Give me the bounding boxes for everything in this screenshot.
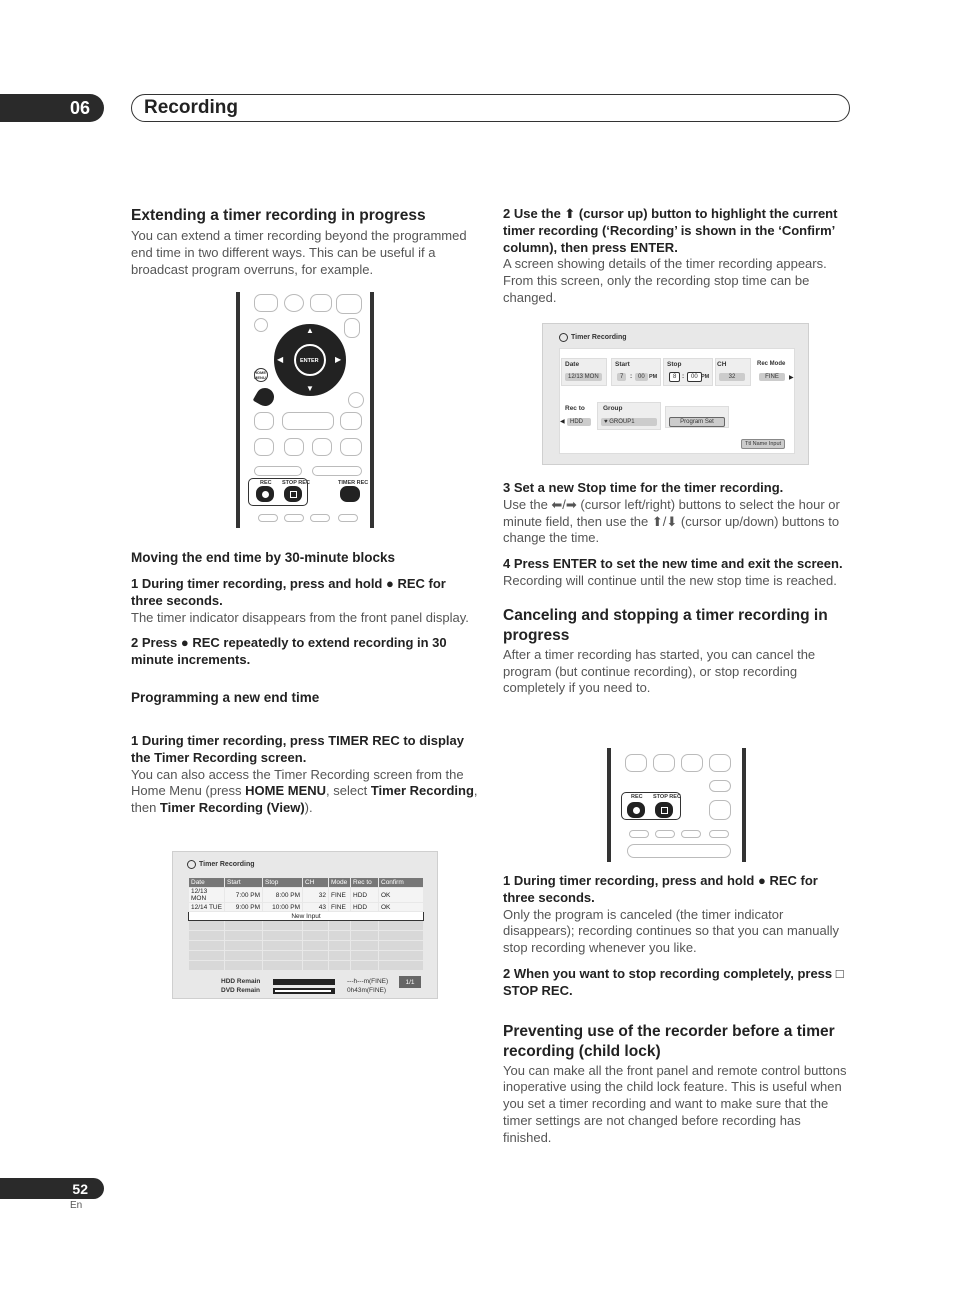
left-arrow-icon: ◀ (560, 419, 565, 425)
rec-dot-icon (633, 807, 640, 814)
section-title-extending: Extending a timer recording in progress (131, 207, 426, 224)
remote-button (709, 754, 731, 772)
remote-button (282, 412, 334, 430)
remote-button (258, 514, 278, 522)
enter-label: ENTER (300, 358, 319, 364)
group-label: Group (603, 405, 623, 412)
date-label: Date (565, 361, 580, 368)
subsection-title-new-end: Programming a new end time (131, 689, 320, 705)
rec-button (627, 802, 645, 818)
screen-title: Timer Recording (559, 333, 627, 342)
step-body: A screen showing details of the timer recording appears. From this screen, only the recording stop time can be changed. (503, 256, 827, 305)
remote-button (340, 438, 362, 456)
table-header-row: Date Start Stop CH Mode Rec to Confirm (189, 878, 424, 888)
empty-row (189, 931, 424, 941)
remote-button (709, 830, 729, 838)
step-text: 3 Set a new Stop time for the timer recording. (503, 480, 784, 495)
remote-button (681, 754, 703, 772)
remote-button (681, 830, 701, 838)
section-body-canceling: After a timer recording has started, you can cancel the program (but continue recording), or stop recording completely if you need to. (503, 646, 816, 696)
ch-label: CH (717, 361, 727, 368)
remote-button (254, 412, 274, 430)
timer-recording-detail-screen: Timer Recording Date 12/13 MON Start 7 : 00 PM Stop 8 : 00 PM CH 32 Rec Mode FINE ▶ Rec to ◀ HDD Group ♥ GROUP1 Program Set Ttl Name Input (542, 323, 809, 465)
remote-button (254, 318, 268, 332)
rec-mode-value: FINE (759, 373, 785, 381)
remote-button (336, 294, 362, 314)
rec-mode-label: Rec Mode (757, 361, 786, 367)
step-text: 1 During timer recording, press TIMER REC to display the Timer Recording screen. (131, 732, 465, 765)
hdd-remain-time: ---h---m(FINE) (347, 978, 389, 985)
chapter-number-tab (0, 94, 104, 122)
chapter-number: 06 (69, 97, 90, 118)
language-code: En (70, 1200, 83, 1211)
empty-row (189, 941, 424, 951)
clock-icon (187, 860, 196, 869)
rec-button (256, 486, 274, 502)
remote-illustration-2 (607, 748, 746, 862)
step-body: Use the ⬅/➡ (cursor left/right) buttons to select the hour or minute field, then use the ⬆/⬇ (cursor up/down) buttons to change the time. (503, 496, 840, 546)
step-text: 2 When you want to stop recording completely, press □ STOP REC. (503, 965, 844, 998)
stop-rec-button (655, 802, 673, 818)
down-arrow-icon: ▼ (306, 384, 314, 393)
step-body: Only the program is canceled (the timer indicator disappears); recording continues so that you can manually stop recording whenever you like. (503, 906, 840, 956)
dvd-remain-time: 0h43m(FINE) (347, 987, 387, 994)
stop-square-icon (290, 491, 297, 498)
remote-illustration-1 (236, 292, 374, 528)
table-row[interactable]: 12/13 MON 7:00 PM 8:00 PM 32 FINE HDD OK (189, 888, 424, 903)
left-column (131, 206, 478, 278)
remote-button (312, 466, 362, 476)
remote-button (254, 294, 278, 312)
subsection-title-30min: Moving the end time by 30-minute blocks (131, 550, 396, 565)
page-indicator: 1/1 (399, 976, 421, 988)
page-number-tab (0, 1178, 104, 1199)
step-text: 1 During timer recording, press and hold ● REC for three seconds. (131, 576, 446, 608)
step-body: You can also access the Timer Recording screen from the Home Menu (press HOME MENU, select Timer Recording, then Timer Recording (View)). (131, 766, 478, 816)
remote-button (310, 294, 332, 312)
step-text: 4 Press ENTER to set the new time and exit the screen. (503, 556, 843, 572)
step-body: Recording will continue until the new stop time is reached. (503, 572, 837, 588)
remote-button (284, 438, 304, 456)
page-number: 52 (72, 1180, 88, 1197)
remote-button (284, 514, 304, 522)
stop-minute[interactable]: 00 (687, 372, 702, 382)
dvd-remain-label: DVD Remain (221, 987, 261, 994)
start-hour: 7 (617, 373, 626, 381)
stop-rec-button (284, 486, 302, 502)
section-title-child-lock: Preventing use of the recorder before a timer recording (child lock) (503, 1022, 835, 1060)
start-minute: 00 (635, 373, 648, 381)
start-ampm: PM (649, 374, 658, 380)
rec-label: REC (260, 480, 272, 486)
stop-hour[interactable]: 8 (669, 372, 680, 382)
rec-dot-icon (262, 491, 269, 498)
remote-button (709, 800, 731, 820)
start-label: Start (615, 361, 630, 368)
up-arrow-icon: ▲ (306, 326, 314, 335)
remote-button (338, 514, 358, 522)
step-text: 2 Press ● REC repeatedly to extend recording in 30 minute increments. (131, 635, 447, 668)
heart-icon: ♥ (604, 419, 610, 425)
remote-button (348, 392, 364, 408)
step-text: 2 Use the ⬆ (cursor up) button to highlight the current timer recording (‘Recording’ is shown in the ‘Confirm’ column), then press ENTER. (503, 206, 838, 255)
timer-rec-label: TIMER REC (338, 480, 369, 486)
right-column-lower (503, 873, 850, 1147)
remote-button (625, 754, 647, 772)
remote-button (310, 514, 330, 522)
right-column-middle (503, 480, 850, 697)
stop-rec-label: STOP REC (653, 794, 681, 800)
remote-button (284, 294, 304, 312)
timer-recording-list-screen (172, 851, 438, 999)
timer-table (188, 877, 424, 971)
remote-button (655, 830, 675, 838)
empty-row (189, 961, 424, 971)
program-set-button[interactable]: Program Set (669, 417, 725, 427)
remote-button (253, 385, 278, 410)
clock-icon (559, 333, 568, 342)
right-arrow-icon: ▶ (789, 375, 794, 381)
right-arrow-icon: ▶ (335, 355, 342, 364)
title-name-input-button[interactable]: Ttl Name Input (741, 439, 785, 449)
table-row[interactable]: 12/14 TUE 9:00 PM 10:00 PM 43 FINE HDD OK (189, 903, 424, 912)
hdd-remain-label: HDD Remain (221, 978, 261, 985)
screen-title: Timer Recording (187, 860, 255, 869)
left-arrow-icon: ◀ (277, 355, 284, 364)
right-column (503, 206, 850, 307)
stop-rec-label: STOP REC (282, 480, 310, 486)
section-body-child-lock: You can make all the front panel and remote control buttons inoperative using the child lock feature. This is useful when you set a timer recording and want to make sure that the timer settings are not changed before recording has finished. (503, 1062, 847, 1145)
remote-button (627, 844, 731, 858)
new-input-row[interactable]: New Input (189, 912, 424, 921)
left-column-lower (131, 549, 478, 817)
step-body: The timer indicator disappears from the front panel display. (131, 609, 469, 625)
hdd-remain-bar (273, 979, 335, 985)
home-menu-label: HOME MENU (254, 370, 266, 380)
rec-to-value: HDD (567, 418, 591, 426)
stop-label: Stop (667, 361, 682, 368)
date-value: 12/13 MON (565, 373, 602, 381)
empty-row (189, 951, 424, 961)
remote-button (340, 412, 362, 430)
stop-square-icon (661, 807, 668, 814)
remote-button (653, 754, 675, 772)
chapter-title: Recording (131, 94, 850, 122)
timer-rec-button (340, 486, 360, 502)
stop-ampm: PM (701, 374, 710, 380)
section-title-canceling: Canceling and stopping a timer recording in progress (503, 606, 828, 644)
rec-to-label: Rec to (565, 405, 585, 412)
remote-button (254, 466, 302, 476)
remote-button (344, 318, 360, 338)
ch-value: 32 (719, 373, 745, 381)
rec-label: REC (631, 794, 643, 800)
remote-button (629, 830, 649, 838)
section-body-extending: You can extend a timer recording beyond the programmed end time in two different ways. This can be useful if a broadcast program overruns, for example. (131, 228, 467, 277)
empty-row (189, 921, 424, 931)
remote-button (254, 438, 274, 456)
remote-button (709, 780, 731, 792)
step-text: 1 During timer recording, press and hold ● REC for three seconds. (503, 873, 818, 905)
remote-button (312, 438, 332, 456)
dvd-remain-bar (273, 988, 335, 994)
group-value: ♥ GROUP1 (601, 418, 657, 426)
